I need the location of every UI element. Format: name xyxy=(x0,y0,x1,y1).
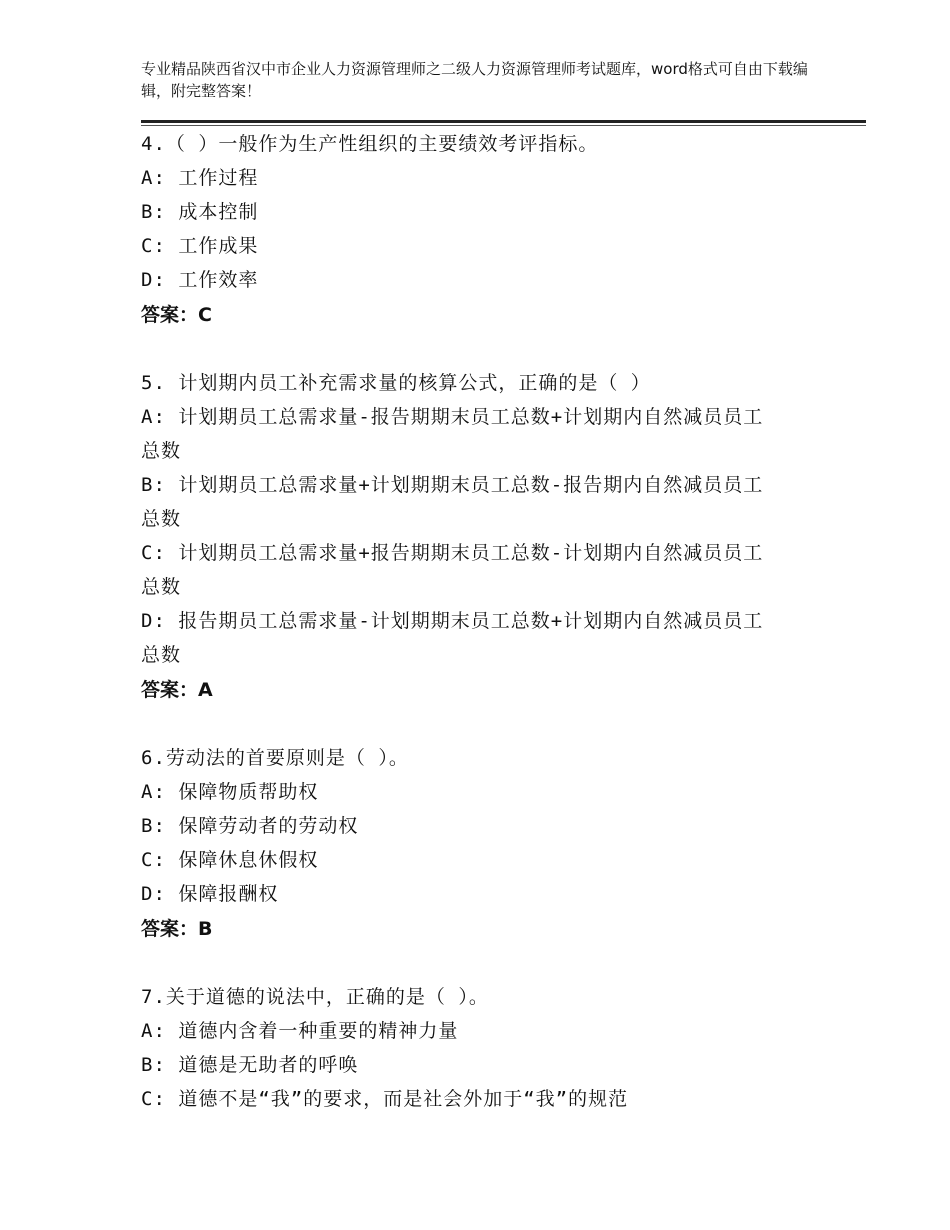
question-5-answer: 答案：A xyxy=(141,679,213,701)
document-header: 专业精品陕西省汉中市企业人力资源管理师之二级人力资源管理师考试题库，word格式可自由下载编辑，附完整答案！ xyxy=(141,60,808,100)
question-5-option-c: C: 计划期员工总需求量+报告期期末员工总数-计划期内自然减员员工 xyxy=(141,542,764,564)
question-7-stem: 7.关于道德的说法中，正确的是（ ）。 xyxy=(141,986,489,1008)
question-6-stem: 6.劳动法的首要原则是（ ）。 xyxy=(141,747,409,769)
question-5-option-b-cont: 总数 xyxy=(141,508,182,530)
question-5-option-d: D: 报告期员工总需求量-计划期期末员工总数+计划期内自然减员员工 xyxy=(141,610,764,632)
question-5-option-a-cont: 总数 xyxy=(141,440,182,462)
question-4-option-d: D: 工作效率 xyxy=(141,269,259,291)
question-7-option-b: B: 道德是无助者的呼唤 xyxy=(141,1054,359,1076)
question-4-stem: 4.（ ）一般作为生产性组织的主要绩效考评指标。 xyxy=(141,133,599,155)
question-5-stem: 5. 计划期内员工补充需求量的核算公式，正确的是（ ） xyxy=(141,372,651,394)
question-7-option-c: C: 道德不是“我”的要求，而是社会外加于“我”的规范 xyxy=(141,1088,629,1110)
header-rule-thin xyxy=(141,125,866,126)
question-4-option-b: B: 成本控制 xyxy=(141,201,259,223)
question-4-answer: 答案：C xyxy=(141,304,212,326)
header-rule-thick xyxy=(141,120,866,123)
question-4-option-a: A: 工作过程 xyxy=(141,167,259,189)
question-4-option-c: C: 工作成果 xyxy=(141,235,259,257)
question-5-option-b: B: 计划期员工总需求量+计划期期末员工总数-报告期内自然减员员工 xyxy=(141,474,764,496)
question-6-option-c: C: 保障休息休假权 xyxy=(141,849,319,871)
question-6-option-b: B: 保障劳动者的劳动权 xyxy=(141,815,359,837)
question-6-option-a: A: 保障物质帮助权 xyxy=(141,781,319,803)
question-5-option-c-cont: 总数 xyxy=(141,576,182,598)
question-6-answer: 答案：B xyxy=(141,918,213,940)
question-5-option-a: A: 计划期员工总需求量-报告期期末员工总数+计划期内自然减员员工 xyxy=(141,406,764,428)
question-7-option-a: A: 道德内含着一种重要的精神力量 xyxy=(141,1020,459,1042)
question-6-option-d: D: 保障报酬权 xyxy=(141,883,279,905)
question-5-option-d-cont: 总数 xyxy=(141,644,182,666)
